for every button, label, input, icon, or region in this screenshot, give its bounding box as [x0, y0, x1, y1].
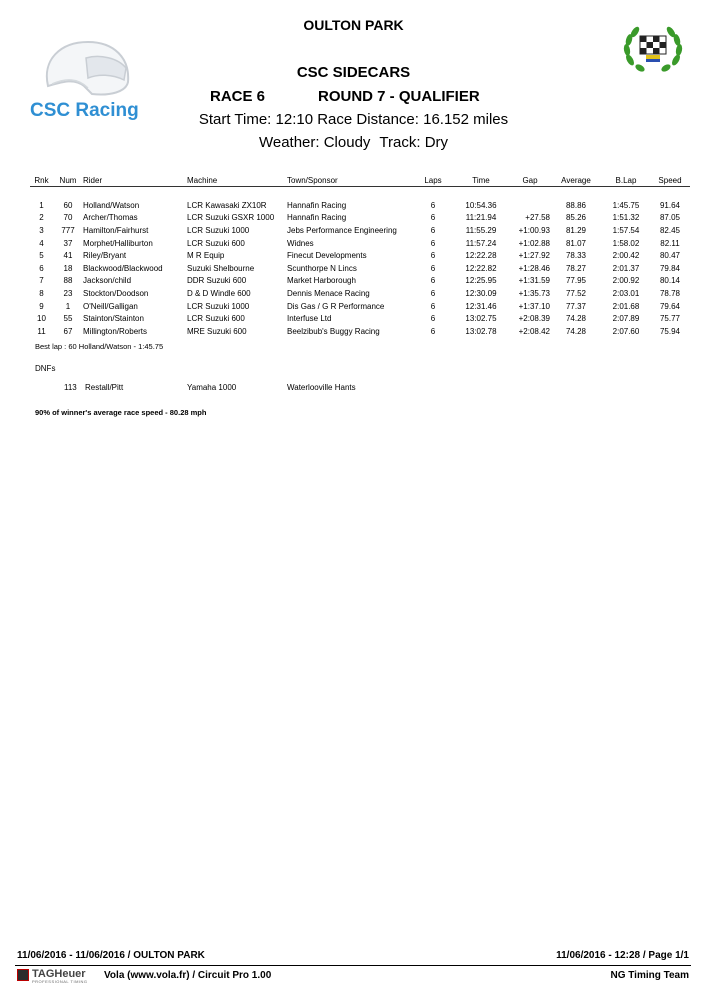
- footer-date-venue: 11/06/2016 - 11/06/2016 / OULTON PARK: [17, 950, 205, 961]
- cell-machine: LCR Suzuki 1000: [187, 301, 250, 311]
- cell-time: 11:21.94: [465, 213, 497, 223]
- dnf-sponsor: Waterlooville Hants: [287, 383, 356, 392]
- cell-average: 78.27: [565, 263, 587, 273]
- results-table: [30, 174, 690, 338]
- cell-blap: 1:57.54: [612, 225, 640, 235]
- venue-title: OULTON PARK: [303, 17, 404, 33]
- table-row: [30, 287, 690, 300]
- footer-print-page: 11/06/2016 - 12:28 / Page 1/1: [556, 950, 689, 961]
- dnf-machine: Yamaha 1000: [187, 383, 237, 392]
- cell-rider: Riley/Bryant: [83, 251, 127, 261]
- cell-average: 74.28: [565, 326, 587, 336]
- cell-gap: +2:08.42: [518, 326, 550, 336]
- cell-laps: 6: [430, 263, 436, 273]
- cell-average: 88.86: [565, 200, 587, 210]
- cell-sponsor: Scunthorpe N Lincs: [287, 263, 357, 273]
- cell-average: 74.28: [565, 314, 587, 324]
- footer-software-credit: Vola (www.vola.fr) / Circuit Pro 1.00: [104, 970, 272, 981]
- cell-average: 81.29: [565, 225, 587, 235]
- cell-average: 78.33: [565, 251, 587, 261]
- cell-machine: LCR Suzuki GSXR 1000: [187, 213, 275, 223]
- average-speed-note: 90% of winner's average race speed - 80.28 mph: [35, 408, 207, 417]
- cell-average: 85.26: [565, 213, 587, 223]
- cell-rnk: 9: [39, 301, 44, 311]
- cell-time: 12:22.82: [465, 263, 497, 273]
- cell-num: 41: [63, 251, 73, 261]
- cell-average: 77.95: [565, 276, 587, 286]
- cell-blap: 2:00.42: [612, 251, 640, 261]
- table-row: [30, 312, 690, 325]
- cell-sponsor: Finecut Developments: [287, 251, 367, 261]
- cell-machine: Suzuki Shelbourne: [187, 263, 255, 273]
- cell-speed: 79.84: [659, 263, 681, 273]
- csc-racing-wordmark: CSC Racing: [30, 100, 139, 121]
- chequered-flag-icon: [640, 36, 666, 54]
- cell-blap: 2:07.60: [612, 326, 640, 336]
- cell-machine: LCR Suzuki 600: [187, 314, 245, 324]
- cell-blap: 2:00.92: [612, 276, 640, 286]
- cell-rnk: 11: [37, 326, 46, 336]
- cell-rnk: 8: [39, 288, 44, 298]
- table-row: [30, 262, 690, 275]
- cell-rnk: 1: [39, 200, 44, 210]
- class-title: CSC SIDECARS: [296, 64, 411, 81]
- cell-gap: +1:37.10: [518, 301, 550, 311]
- cell-time: 13:02.78: [465, 326, 497, 336]
- cell-num: 23: [63, 288, 73, 298]
- table-row: [30, 199, 690, 212]
- cell-rider: O'Neill/Galligan: [83, 301, 138, 311]
- cell-time: 11:57.24: [465, 238, 497, 248]
- start-time-distance: Start Time: 12:10 Race Distance: 16.152 miles: [198, 111, 509, 128]
- round-label: ROUND 7 - QUALIFIER: [318, 88, 480, 105]
- cell-speed: 87.05: [659, 213, 681, 223]
- tag-heuer-subtitle: PROFESSIONAL TIMING: [32, 979, 88, 984]
- cell-gap: [510, 199, 550, 212]
- cell-rider: Stainton/Stainton: [83, 314, 144, 324]
- cell-num: 55: [63, 314, 73, 324]
- cell-laps: 6: [430, 314, 436, 324]
- cell-average: 77.52: [565, 288, 587, 298]
- cell-num: 67: [63, 326, 73, 336]
- cell-laps: 6: [430, 288, 436, 298]
- table-row: [30, 212, 690, 225]
- cell-rnk: 6: [39, 263, 44, 273]
- cell-speed: 82.45: [659, 225, 681, 235]
- tag-heuer-wordmark: TAGHeuer: [32, 968, 86, 980]
- cell-gap: +1:31.59: [518, 276, 550, 286]
- table-row: [30, 300, 690, 313]
- col-header-time: Time: [452, 174, 510, 187]
- cell-rnk: 4: [39, 238, 44, 248]
- cell-time: 11:55.29: [465, 225, 497, 235]
- dnf-num: 113: [64, 383, 77, 392]
- cell-rnk: 10: [37, 314, 46, 324]
- cell-num: 37: [63, 238, 73, 248]
- cell-num: 1: [65, 301, 71, 311]
- col-header-blap: B.Lap: [602, 174, 650, 187]
- cell-laps: 6: [430, 326, 436, 336]
- footer-timing-team: NG Timing Team: [610, 970, 689, 981]
- cell-laps: 6: [430, 276, 436, 286]
- tag-shield-icon: [17, 969, 29, 981]
- cell-num: 777: [61, 225, 75, 235]
- cell-rnk: 7: [39, 276, 44, 286]
- cell-laps: 6: [430, 301, 436, 311]
- cell-rider: Hamilton/Fairhurst: [83, 225, 149, 235]
- cell-time: 13:02.75: [465, 314, 497, 324]
- weather: Weather: Cloudy: [258, 134, 371, 151]
- cell-blap: 1:58.02: [612, 238, 640, 248]
- cell-rider: Jackson/child: [83, 276, 132, 286]
- cell-blap: 2:01.37: [612, 263, 640, 273]
- cell-rider: Millington/Roberts: [83, 326, 148, 336]
- col-header-machine: Machine: [187, 174, 287, 187]
- cell-sponsor: Dennis Menace Racing: [287, 288, 370, 298]
- cell-machine: LCR Suzuki 1000: [187, 225, 250, 235]
- cell-rider: Archer/Thomas: [83, 213, 138, 223]
- cell-speed: 80.47: [659, 251, 681, 261]
- col-header-sponsor: Town/Sponsor: [287, 174, 414, 187]
- cell-sponsor: Jebs Performance Engineering: [287, 225, 397, 235]
- cell-sponsor: Dis Gas / G R Performance: [287, 301, 385, 311]
- dnf-rider: Restall/Pitt: [85, 383, 124, 392]
- cell-blap: 1:45.75: [612, 200, 640, 210]
- cell-speed: 75.77: [659, 314, 681, 324]
- cell-rider: Blackwood/Blackwood: [83, 263, 163, 273]
- cell-time: 12:30.09: [465, 288, 497, 298]
- cell-machine: LCR Kawasaki ZX10R: [187, 200, 267, 210]
- table-row: [30, 275, 690, 288]
- table-row: [30, 237, 690, 250]
- cell-machine: M R Equip: [187, 251, 225, 261]
- table-row: [30, 249, 690, 262]
- cell-average: 81.07: [565, 238, 587, 248]
- cell-num: 60: [63, 200, 73, 210]
- cell-blap: 2:03.01: [612, 288, 640, 298]
- cell-time: 12:31.46: [465, 301, 497, 311]
- table-spacer: [30, 187, 690, 200]
- cell-laps: 6: [430, 225, 436, 235]
- cell-rnk: 2: [39, 213, 44, 223]
- table-row: [30, 325, 690, 338]
- cell-blap: 1:51.32: [612, 213, 640, 223]
- cell-blap: 2:07.89: [612, 314, 640, 324]
- cell-machine: DDR Suzuki 600: [187, 276, 247, 286]
- table-header-row: [30, 174, 690, 187]
- col-header-rider: Rider: [83, 174, 187, 187]
- cell-speed: 78.78: [659, 288, 681, 298]
- cell-rnk: 5: [39, 251, 44, 261]
- cell-speed: 80.14: [659, 276, 681, 286]
- cell-gap: +1:00.93: [518, 225, 550, 235]
- col-header-speed: Speed: [650, 174, 690, 187]
- cell-machine: MRE Suzuki 600: [187, 326, 247, 336]
- cell-time: 12:22.28: [465, 251, 497, 261]
- cell-rnk: 3: [39, 225, 44, 235]
- dnf-row: [0, 383, 707, 395]
- col-header-num: Num: [53, 174, 83, 187]
- best-lap-line: Best lap : 60 Holland/Watson - 1:45.75: [35, 342, 164, 351]
- cell-sponsor: Widnes: [287, 238, 314, 248]
- cell-time: 10:54.36: [465, 200, 497, 210]
- col-header-rnk: Rnk: [30, 174, 53, 187]
- cell-speed: 82.11: [660, 238, 680, 248]
- cell-laps: 6: [430, 200, 436, 210]
- cell-sponsor: Hannafin Racing: [287, 213, 347, 223]
- cell-speed: 91.64: [659, 200, 681, 210]
- cell-time: 12:25.95: [465, 276, 497, 286]
- cell-gap: +27.58: [525, 213, 550, 223]
- track-condition: Track: Dry: [379, 134, 449, 151]
- cell-num: 18: [63, 263, 73, 273]
- cell-sponsor: Interfuse Ltd: [287, 314, 332, 324]
- cell-average: 77.37: [565, 301, 587, 311]
- cell-machine: LCR Suzuki 600: [187, 238, 245, 248]
- table-row: [30, 224, 690, 237]
- cell-blap: 2:01.68: [612, 301, 640, 311]
- cell-sponsor: Market Harborough: [287, 276, 356, 286]
- col-header-laps: Laps: [414, 174, 452, 187]
- cell-speed: 79.64: [659, 301, 681, 311]
- cell-rider: Holland/Watson: [83, 200, 140, 210]
- footer-divider: [15, 965, 691, 966]
- cell-gap: +2:08.39: [518, 314, 550, 324]
- tag-heuer-logo: [17, 968, 97, 984]
- cell-laps: 6: [430, 213, 436, 223]
- cell-num: 70: [63, 213, 73, 223]
- race-number: RACE 6: [210, 88, 266, 105]
- cell-laps: 6: [430, 238, 436, 248]
- col-header-gap: Gap: [510, 174, 550, 187]
- cell-rider: Stockton/Doodson: [83, 288, 149, 298]
- cell-gap: +1:28.46: [518, 263, 550, 273]
- col-header-average: Average: [550, 174, 602, 187]
- weather-track-line: [0, 134, 707, 151]
- dnf-heading: DNFs: [35, 364, 56, 373]
- cell-rider: Morphet/Halliburton: [83, 238, 153, 248]
- cell-gap: +1:02.88: [518, 238, 550, 248]
- cell-num: 88: [63, 276, 73, 286]
- cell-sponsor: Beelzibub's Buggy Racing: [287, 326, 380, 336]
- cell-speed: 75.94: [659, 326, 681, 336]
- cell-gap: +1:27.92: [518, 251, 550, 261]
- cell-sponsor: Hannafin Racing: [287, 200, 347, 210]
- cell-machine: D & D Windle 600: [187, 288, 251, 298]
- cell-gap: +1:35.73: [518, 288, 550, 298]
- cell-laps: 6: [430, 251, 436, 261]
